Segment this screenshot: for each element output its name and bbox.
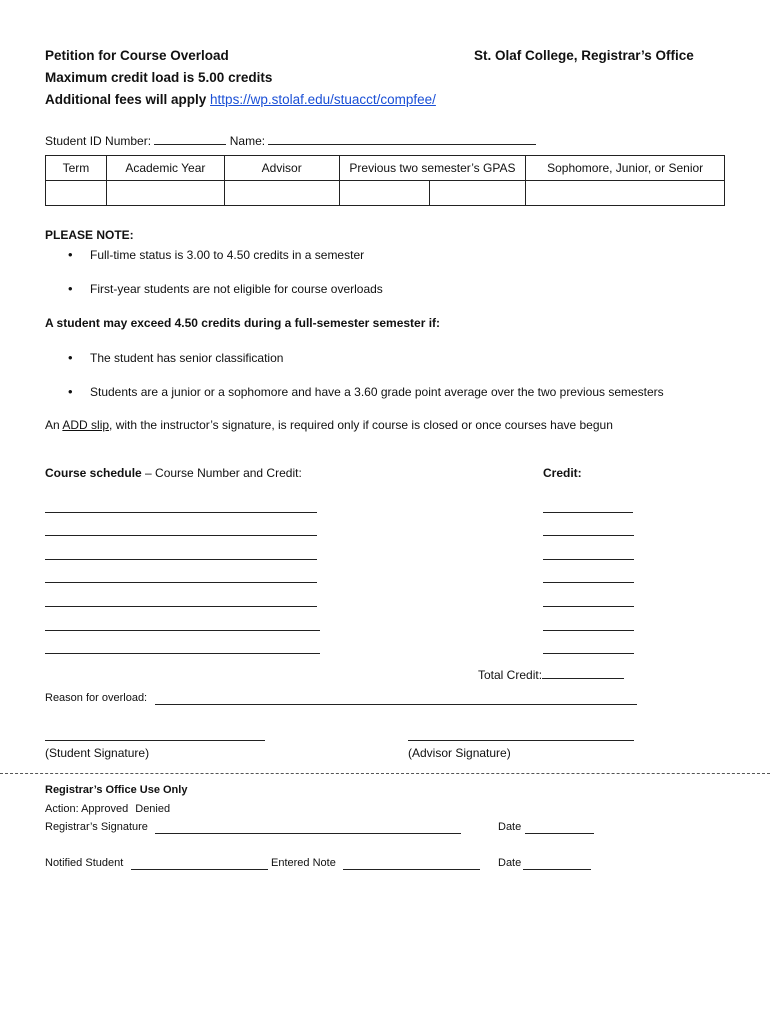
course-line-5[interactable] [45, 606, 317, 607]
entered-note-label: Entered Note [271, 857, 336, 869]
registrar-date-field[interactable] [525, 833, 594, 834]
header-gpas: Previous two semester’s GPAS [339, 156, 526, 181]
credit-line-2[interactable] [543, 535, 634, 536]
header-advisor: Advisor [224, 156, 339, 181]
total-credit-field[interactable] [542, 666, 624, 679]
action-row [45, 803, 170, 815]
fees-link[interactable]: https://wp.stolaf.edu/stuacct/compfee/ [210, 92, 436, 107]
header-academic-year: Academic Year [106, 156, 224, 181]
credit-line-3[interactable] [543, 559, 634, 560]
header-class-standing: Sophomore, Junior, or Senior [526, 156, 725, 181]
note-bullet-firstyear: • First-year students are not eligible for course overloads [90, 282, 383, 296]
please-note-heading: PLEASE NOTE: [45, 228, 134, 242]
credit-label: Credit: [543, 466, 582, 480]
registrar-signature-field[interactable] [155, 833, 461, 834]
form-title: Petition for Course Overload [45, 48, 229, 63]
course-schedule-bold: Course schedule [45, 466, 142, 480]
advisor-signature-label: (Advisor Signature) [408, 746, 511, 760]
notified-student-field[interactable] [131, 869, 268, 870]
notified-date-label: Date [498, 857, 522, 869]
advisor-signature-line[interactable] [408, 740, 634, 741]
note-bullet-fulltime: • Full-time status is 3.00 to 4.50 credits in a semester [90, 248, 364, 262]
cell-term[interactable] [46, 181, 107, 206]
action-approved[interactable]: Approved [81, 803, 129, 815]
student-id-label: Student ID Number: [45, 134, 152, 148]
student-id-field[interactable] [154, 132, 226, 145]
table-header-row [46, 156, 725, 181]
name-field[interactable] [268, 132, 536, 145]
credit-line-6[interactable] [543, 630, 634, 631]
registrar-date-label: Date [498, 821, 522, 833]
course-line-6[interactable] [45, 630, 320, 631]
credit-line-4[interactable] [543, 582, 634, 583]
reason-field[interactable] [155, 704, 637, 705]
course-line-7[interactable] [45, 653, 320, 654]
cell-academic-year[interactable] [106, 181, 224, 206]
cell-class-standing[interactable] [526, 181, 725, 206]
credit-line-1[interactable] [543, 512, 633, 513]
max-credit-note: Maximum credit load is 5.00 credits [45, 70, 273, 85]
exceed-bullet-gpa: • Students are a junior or a sophomore and have a 3.60 grade point average over the two previous semesters [90, 385, 664, 399]
student-signature-line[interactable] [45, 740, 265, 741]
course-line-2[interactable] [45, 535, 317, 536]
registrar-signature-label: Registrar’s Signature [45, 821, 148, 833]
cut-line-divider [0, 773, 770, 774]
registrar-heading: Registrar’s Office Use Only [45, 784, 188, 796]
add-slip-suffix: , with the instructor’s signature, is required only if course is closed or once courses have begun [109, 418, 613, 432]
course-line-1[interactable] [45, 512, 317, 513]
header-term: Term [46, 156, 107, 181]
course-schedule-label [45, 466, 302, 480]
course-schedule-rest: – Course Number and Credit: [141, 466, 302, 480]
action-denied[interactable]: Denied [135, 803, 171, 815]
course-line-4[interactable] [45, 582, 317, 583]
credit-line-7[interactable] [543, 653, 634, 654]
total-credit-label: Total Credit: [478, 668, 543, 682]
fees-note [45, 92, 436, 107]
cell-gpa-1[interactable] [339, 181, 430, 206]
cell-gpa-2[interactable] [430, 181, 526, 206]
credit-line-5[interactable] [543, 606, 634, 607]
cell-advisor[interactable] [224, 181, 339, 206]
action-label: Action: [45, 803, 79, 815]
notified-student-label: Notified Student [45, 857, 124, 869]
total-credit-row [478, 666, 624, 682]
course-line-3[interactable] [45, 559, 317, 560]
office-name: St. Olaf College, Registrar’s Office [474, 48, 694, 63]
name-label: Name: [229, 134, 266, 148]
exceed-bullet-senior: • The student has senior classification [90, 351, 283, 365]
add-slip-note [45, 418, 613, 432]
student-info-table [45, 155, 725, 206]
reason-label: Reason for overload: [45, 692, 148, 704]
fees-label: Additional fees will apply [45, 92, 207, 107]
entered-note-field[interactable] [343, 869, 480, 870]
student-id-row [45, 132, 536, 148]
student-signature-label: (Student Signature) [45, 746, 150, 760]
exceed-heading: A student may exceed 4.50 credits during a full-semester semester if: [45, 316, 441, 330]
add-slip-link[interactable]: ADD slip [62, 418, 110, 432]
table-row [46, 181, 725, 206]
add-slip-prefix: An [45, 418, 63, 432]
notified-date-field[interactable] [523, 869, 591, 870]
